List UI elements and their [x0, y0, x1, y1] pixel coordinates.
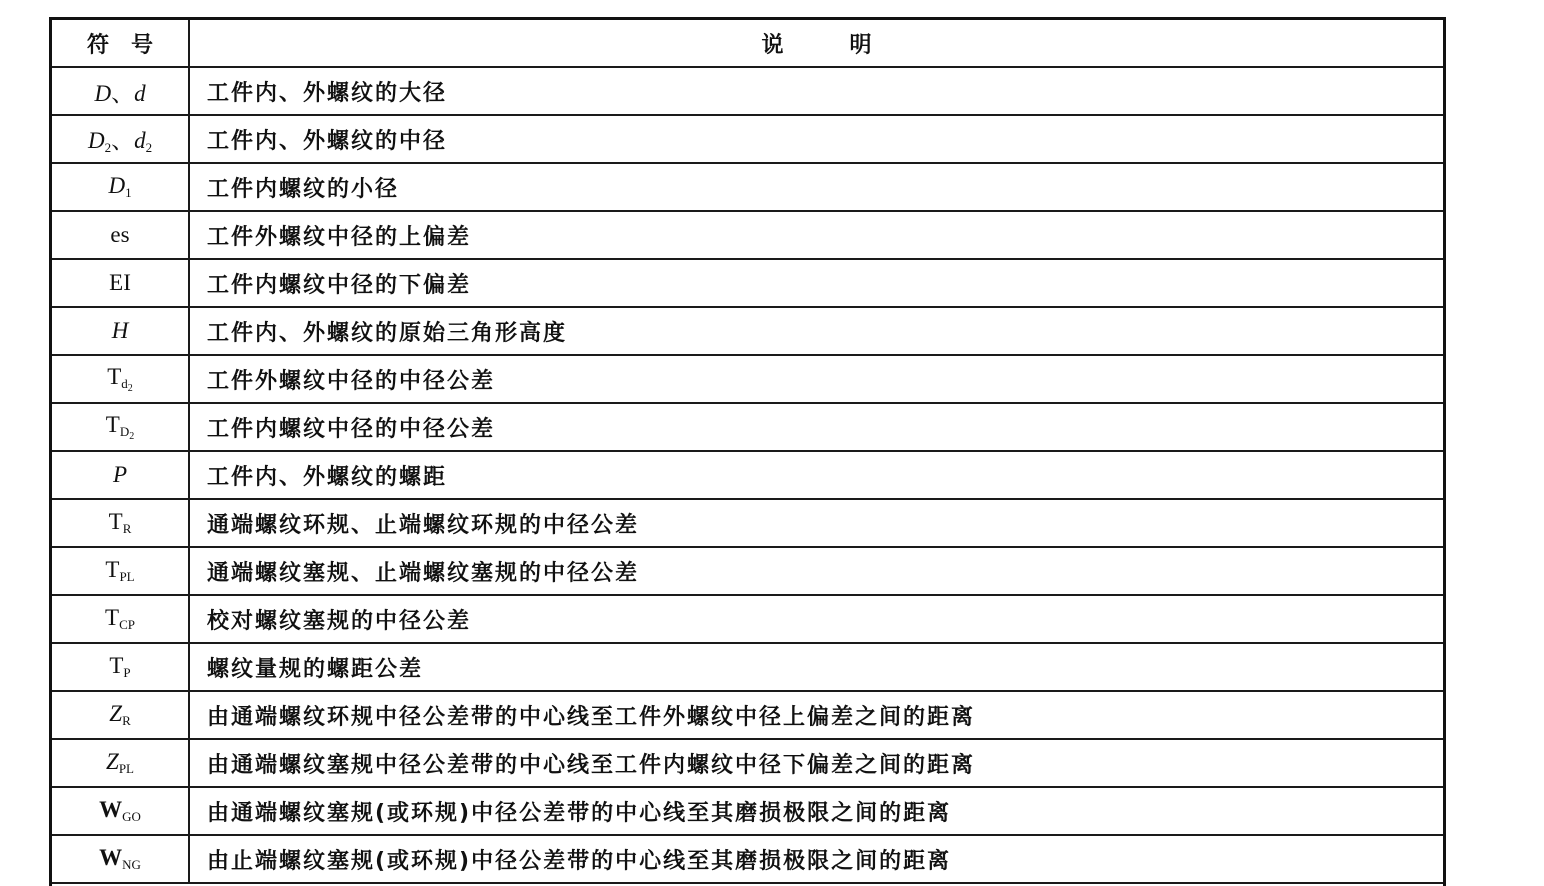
- description-cell: 工件内螺纹的小径: [189, 163, 1443, 211]
- symbol-cell: [52, 259, 189, 307]
- symbol-cell: [52, 451, 189, 499]
- symbol-main: D: [87, 128, 105, 153]
- symbol-table-frame: [49, 17, 1446, 886]
- table-row: [52, 307, 1443, 355]
- symbol-main: D: [94, 80, 112, 106]
- symbol-main: H: [111, 318, 129, 343]
- symbol-subscript: 1: [125, 185, 132, 200]
- symbol-main-2: d: [134, 80, 146, 106]
- header-symbol-char-1: 符: [86, 32, 109, 58]
- symbol-main: P: [112, 462, 128, 487]
- symbol-subscript: P: [123, 665, 131, 680]
- table-row: [52, 547, 1443, 595]
- symbol-subscript: [121, 376, 133, 394]
- symbol-subscript: CP: [119, 617, 135, 632]
- symbol-main: Z: [106, 749, 119, 774]
- symbol-subscript: R: [122, 521, 132, 536]
- symbol-subscript-2: 2: [145, 140, 153, 155]
- description-cell: 工件外螺纹中径的上偏差: [189, 211, 1443, 259]
- table-row: [52, 451, 1443, 499]
- symbol-main: D: [108, 173, 126, 198]
- symbol-main: W: [99, 845, 123, 870]
- symbol-sub-subscript: 2: [129, 431, 135, 442]
- description-cell: 通端螺纹环规、止端螺纹环规的中径公差: [189, 499, 1443, 547]
- table-row: [52, 499, 1443, 547]
- symbol-cell: [52, 355, 189, 403]
- description-cell: 校对螺纹塞规的中径公差: [189, 595, 1443, 643]
- symbol-main: EI: [109, 270, 131, 295]
- symbol-cell: [52, 211, 189, 259]
- table-row: [52, 67, 1443, 115]
- description-cell: 由通端螺纹环规中径公差带的中心线至工件外螺纹中径上偏差之间的距离: [189, 691, 1443, 739]
- description-cell: 工件内、外螺纹的原始三角形高度: [189, 307, 1443, 355]
- symbol-cell: [52, 643, 189, 691]
- symbol-main: Z: [109, 701, 123, 726]
- header-symbol: [52, 20, 189, 67]
- table-row: [52, 115, 1443, 163]
- symbol-separator: 、: [111, 80, 135, 106]
- symbol-table: [52, 20, 1443, 884]
- symbol-main: T: [108, 509, 123, 534]
- symbol-cell: [52, 547, 189, 595]
- symbol-cell: [52, 403, 189, 451]
- description-cell: 工件内、外螺纹的大径: [189, 67, 1443, 115]
- symbol-cell: [52, 835, 189, 883]
- description-cell: 由通端螺纹塞规中径公差带的中心线至工件内螺纹中径下偏差之间的距离: [189, 739, 1443, 787]
- symbol-main: W: [99, 797, 123, 822]
- table-row: [52, 355, 1443, 403]
- symbol-main: es: [110, 222, 130, 247]
- header-description: [189, 20, 1443, 67]
- header-desc-char-2: 明: [849, 32, 872, 58]
- symbol-cell: [52, 115, 189, 163]
- symbol-main: T: [107, 364, 122, 389]
- description-cell: 螺纹量规的螺距公差: [189, 643, 1443, 691]
- symbol-subscript: 2: [104, 140, 112, 155]
- header-symbol-char-2: 号: [131, 32, 154, 58]
- symbol-main: T: [105, 412, 120, 437]
- description-cell: 工件外螺纹中径的中径公差: [189, 355, 1443, 403]
- symbol-subscript: R: [122, 713, 131, 728]
- table-row: [52, 643, 1443, 691]
- symbol-cell: [52, 307, 189, 355]
- symbol-subscript: PL: [119, 569, 135, 584]
- symbol-cell: [52, 691, 189, 739]
- symbol-main-2: d: [134, 128, 146, 153]
- table-row: [52, 835, 1443, 883]
- description-cell: 工件内螺纹中径的中径公差: [189, 403, 1443, 451]
- symbol-subscript: NG: [122, 857, 141, 872]
- symbol-main: T: [105, 557, 120, 582]
- symbol-subscript: PL: [118, 761, 134, 776]
- symbol-cell: [52, 163, 189, 211]
- symbol-main: T: [105, 605, 120, 630]
- symbol-subscript: GO: [122, 809, 141, 824]
- table-row: [52, 211, 1443, 259]
- table-row: [52, 595, 1443, 643]
- description-cell: 通端螺纹塞规、止端螺纹塞规的中径公差: [189, 547, 1443, 595]
- table-row: [52, 739, 1443, 787]
- symbol-cell: [52, 595, 189, 643]
- description-cell: 由止端螺纹塞规(或环规)中径公差带的中心线至其磨损极限之间的距离: [189, 835, 1443, 883]
- table-row: [52, 403, 1443, 451]
- symbol-cell: [52, 499, 189, 547]
- header-desc-char-1: 说: [761, 32, 784, 58]
- table-header-row: [52, 20, 1443, 67]
- table-row: [52, 259, 1443, 307]
- symbol-main: T: [109, 653, 124, 678]
- symbol-sub-subscript: 2: [127, 383, 133, 394]
- symbol-subscript-text: D: [119, 424, 130, 439]
- symbol-subscript: [119, 424, 135, 442]
- table-row: [52, 163, 1443, 211]
- table-row: [52, 787, 1443, 835]
- description-cell: 工件内、外螺纹的螺距: [189, 451, 1443, 499]
- symbol-subscript-text: d: [121, 376, 128, 391]
- symbol-cell: [52, 67, 189, 115]
- description-cell: 工件内螺纹中径的下偏差: [189, 259, 1443, 307]
- symbol-cell: [52, 787, 189, 835]
- description-cell: 工件内、外螺纹的中径: [189, 115, 1443, 163]
- description-cell: 由通端螺纹塞规(或环规)中径公差带的中心线至其磨损极限之间的距离: [189, 787, 1443, 835]
- table-row: [52, 691, 1443, 739]
- symbol-separator: 、: [111, 128, 135, 153]
- symbol-cell: [52, 739, 189, 787]
